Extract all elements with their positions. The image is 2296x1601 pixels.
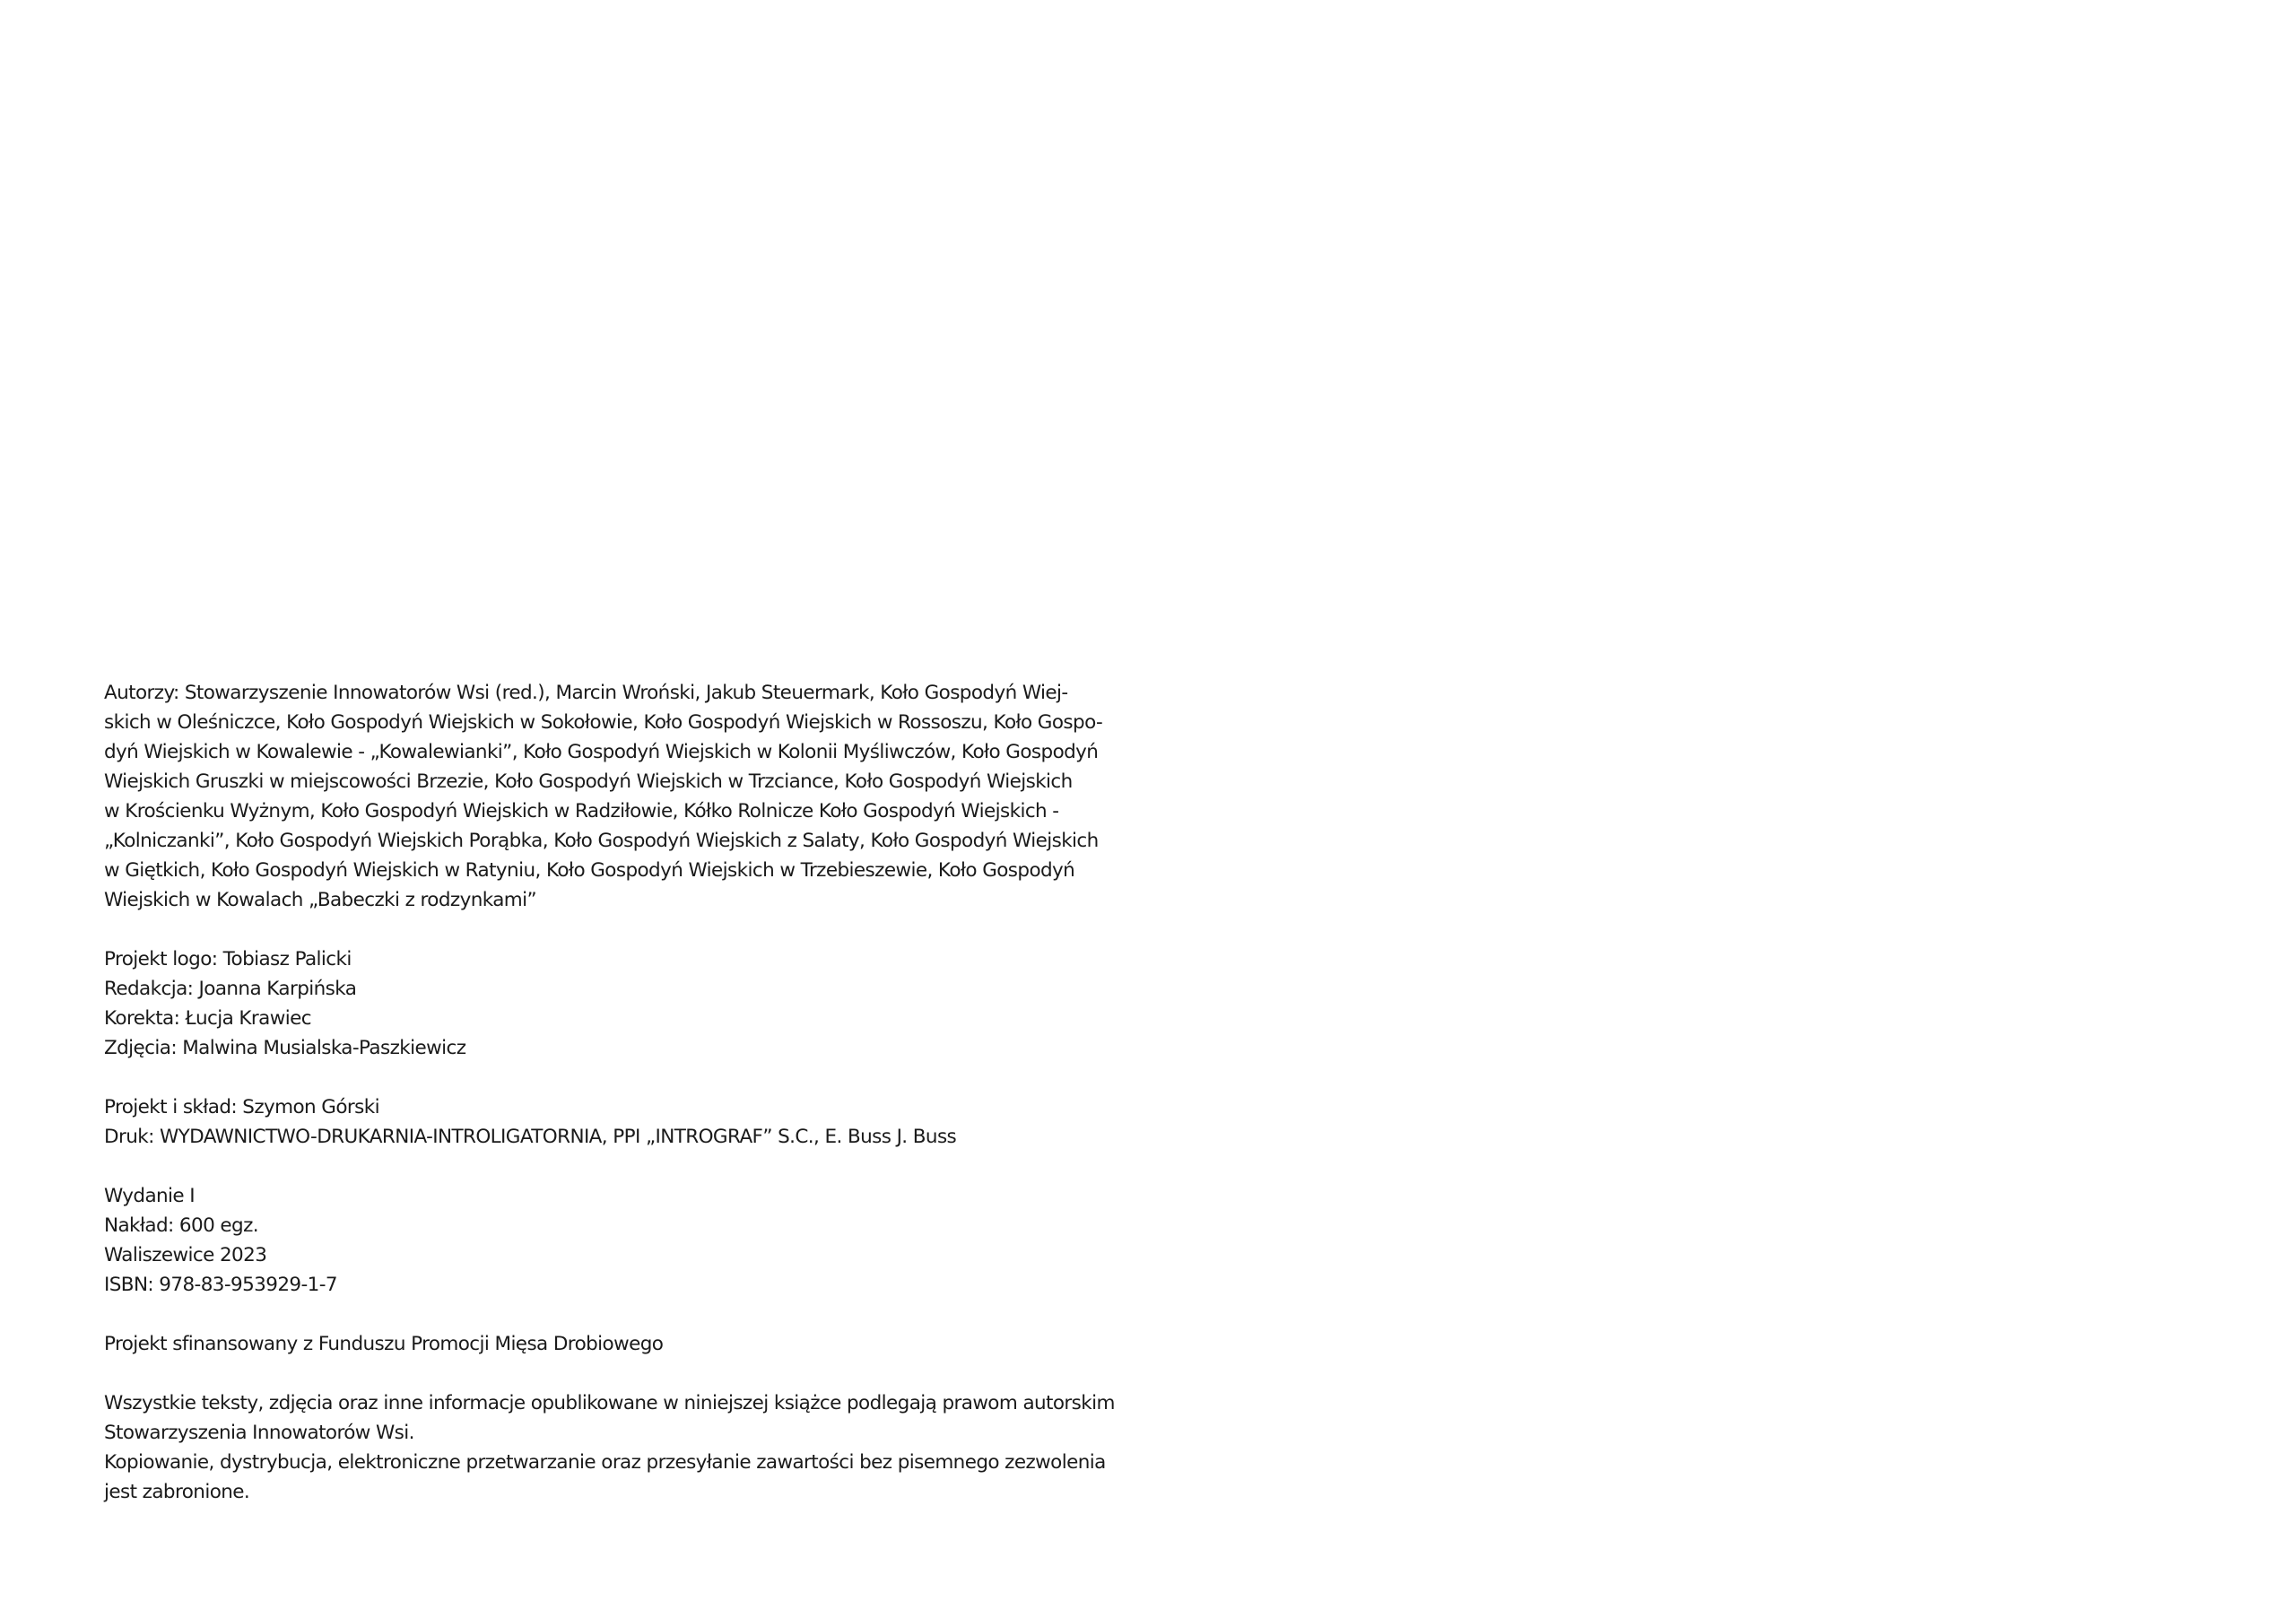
authors-line: skich w Oleśniczce, Koło Gospodyń Wiejskich w Sokołowie, Koło Gospodyń Wiejskich w Rossoszu, Koło Gospo- [104, 711, 1103, 734]
copyright-line: Kopiowanie, dystrybucja, elektroniczne przetwarzanie oraz przesyłanie zawartości bez pisemnego zezwolenia [104, 1451, 1106, 1474]
print-run: Nakład: 600 egz. [104, 1214, 258, 1237]
print-credit: Druk: WYDAWNICTWO-DRUKARNIA-INTROLIGATORNIA, PPI „INTROGRAF” S.C., E. Buss J. Buss [104, 1126, 957, 1148]
photos-credit: Zdjęcia: Malwina Musialska-Paszkiewicz [104, 1037, 466, 1059]
copyright-line: Wszystkie teksty, zdjęcia oraz inne informacje opublikowane w niniejszej książce podlegają prawom autorskim [104, 1392, 1115, 1414]
copyright-line: Stowarzyszenia Innowatorów Wsi. [104, 1422, 414, 1444]
authors-line: dyń Wiejskich w Kowalewie - „Kowalewianki”, Koło Gospodyń Wiejskich w Kolonii Myśliwczów, Koło Gospodyń [104, 741, 1099, 763]
logo-credit: Projekt logo: Tobiasz Palicki [104, 948, 352, 970]
colophon [104, 678, 1115, 1536]
place-year: Waliszewice 2023 [104, 1244, 267, 1266]
authors-line: w Giętkich, Koło Gospodyń Wiejskich w Ratyniu, Koło Gospodyń Wiejskich w Trzebieszewie, Koło Gospodyń [104, 859, 1075, 882]
edition-number: Wydanie I [104, 1185, 196, 1207]
design-credit: Projekt i skład: Szymon Górski [104, 1096, 379, 1118]
production-block [104, 1092, 1012, 1152]
funding-block [104, 1329, 1012, 1359]
authors-line: Autorzy: Stowarzyszenie Innowatorów Wsi (red.), Marcin Wroński, Jakub Steuermark, Koło Gospodyń Wiej- [104, 682, 1068, 704]
authors-paragraph [104, 678, 1103, 915]
funding-note: Projekt sfinansowany z Funduszu Promocji Mięsa Drobiowego [104, 1333, 664, 1355]
edition-block [104, 1181, 1012, 1300]
authors-line: Wiejskich Gruszki w miejscowości Brzezie, Koło Gospodyń Wiejskich w Trzciance, Koło Gospodyń Wiejskich [104, 770, 1073, 793]
authors-line: Wiejskich w Kowalach „Babeczki z rodzynkami” [104, 889, 537, 911]
isbn: ISBN: 978-83-953929-1-7 [104, 1274, 337, 1296]
credits-block [104, 944, 1012, 1063]
authors-line: w Krościenku Wyżnym, Koło Gospodyń Wiejskich w Radziłowie, Kółko Rolnicze Koło Gospodyń Wiejskich - [104, 800, 1059, 822]
copyright-block [104, 1388, 1115, 1507]
copyright-line: jest zabronione. [104, 1481, 250, 1503]
editing-credit: Redakcja: Joanna Karpińska [104, 978, 357, 1000]
authors-line: „Kolniczanki”, Koło Gospodyń Wiejskich Porąbka, Koło Gospodyń Wiejskich z Salaty, Koło Gospodyń Wiejskich [104, 830, 1099, 852]
proofreading-credit: Korekta: Łucja Krawiec [104, 1007, 311, 1030]
